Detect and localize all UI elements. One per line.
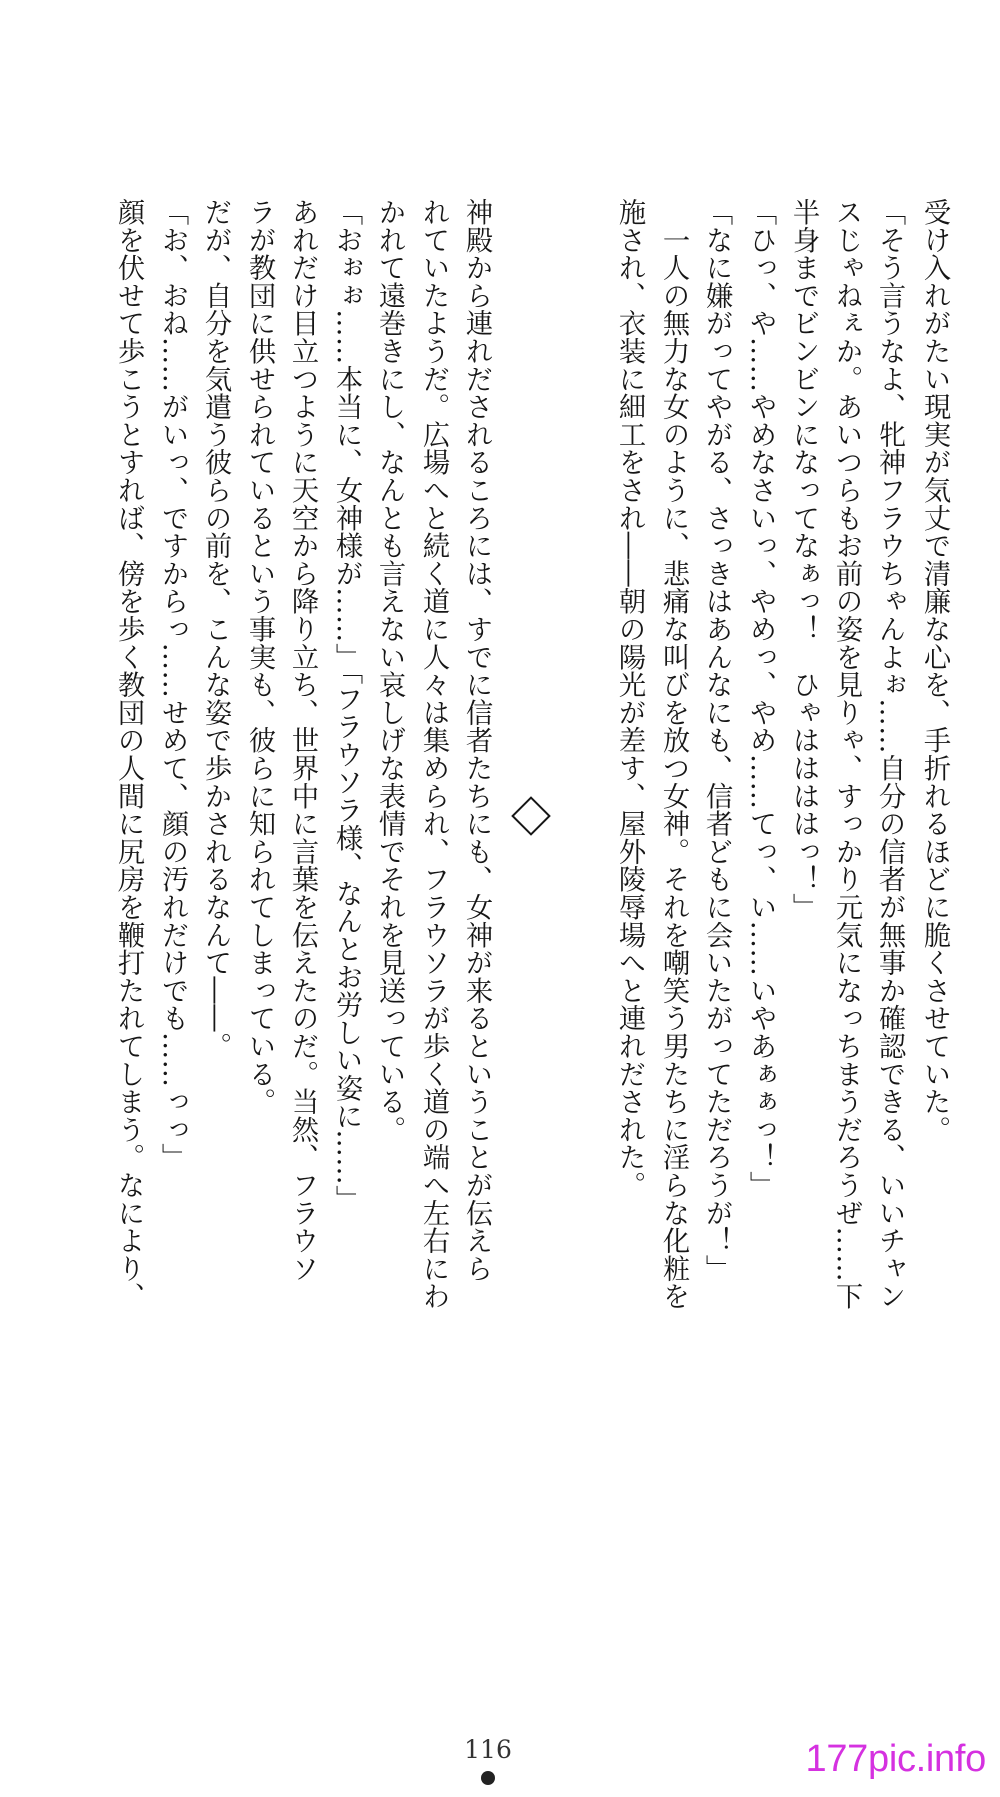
- text-column-15: だが、自分を気遣う彼らの前を、こんな姿で歩かされるなんて――。: [200, 198, 231, 1060]
- text-column-3: スじゃねぇか。あいつらもお前の姿を見りゃ、すっかり元気になっちまうだろうぜ……下: [831, 198, 862, 1310]
- text-column-5: 「ひっ、や……やめなさいっ、やめっ、やめ……てっ、い……いやあぁぁっ！」: [745, 198, 776, 1199]
- text-column-16: 「お、おね……がいっ、ですからっ……せめて、顔の汚れだけでも……っっ」: [157, 198, 188, 1171]
- text-column-14: ラが教団に供せられているという事実も、彼らに知られてしまっている。: [244, 198, 275, 1116]
- text-column-12: 「おぉぉ……本当に、女神様が……」「フラウソラ様、なんとお労しい姿に……」: [331, 198, 362, 1213]
- text-column-2: 「そう言うなよ、牝神フラウちゃんよぉ……自分の信者が無事か確認できる、いいチャン: [874, 198, 905, 1310]
- text-column-11: かれて遠巻きにし、なんとも言えない哀しげな表情でそれを見送っている。: [374, 198, 405, 1144]
- text-column-4: 半身までビンビンになってなぁっ！ ひゃははははっ！」: [788, 198, 819, 921]
- text-column-8: 施され、衣装に細工をされ――朝の陽光が差す、屋外陵辱場へと連れだされた。: [614, 198, 645, 1199]
- page-ornament-icon: [481, 1771, 495, 1785]
- text-column-9: 神殿から連れだされるころには、すでに信者たちにも、女神が来るということが伝えら: [461, 198, 492, 1283]
- text-column-1: 受け入れがたい現実が気丈で清廉な心を、手折れるほどに脆くさせていた。: [919, 198, 950, 1144]
- page-number: 116: [464, 1735, 512, 1764]
- watermark-text: 177pic.info: [805, 1738, 986, 1780]
- text-column-7: 一人の無力な女のように、悲痛な叫びを放つ女神。それを嘲笑う男たちに淫らな化粧を: [658, 198, 689, 1310]
- text-column-17: 顔を伏せて歩こうとすれば、傍を歩く教団の人間に尻房を鞭打たれてしまう。なにより、: [113, 198, 144, 1310]
- section-break-diamond: [511, 796, 551, 836]
- text-column-6: 「なに嫌がってやがる、さっきはあんなにも、信者どもに会いたがってただろうが！」: [701, 198, 732, 1283]
- text-column-10: れていたようだ。広場へと続く道に人々は集められ、フラウソラが歩く道の端へ左右にわ: [418, 198, 449, 1310]
- text-column-13: あれだけ目立つように天空から降り立ち、世界中に言葉を伝えたのだ。当然、フラウソ: [287, 198, 318, 1283]
